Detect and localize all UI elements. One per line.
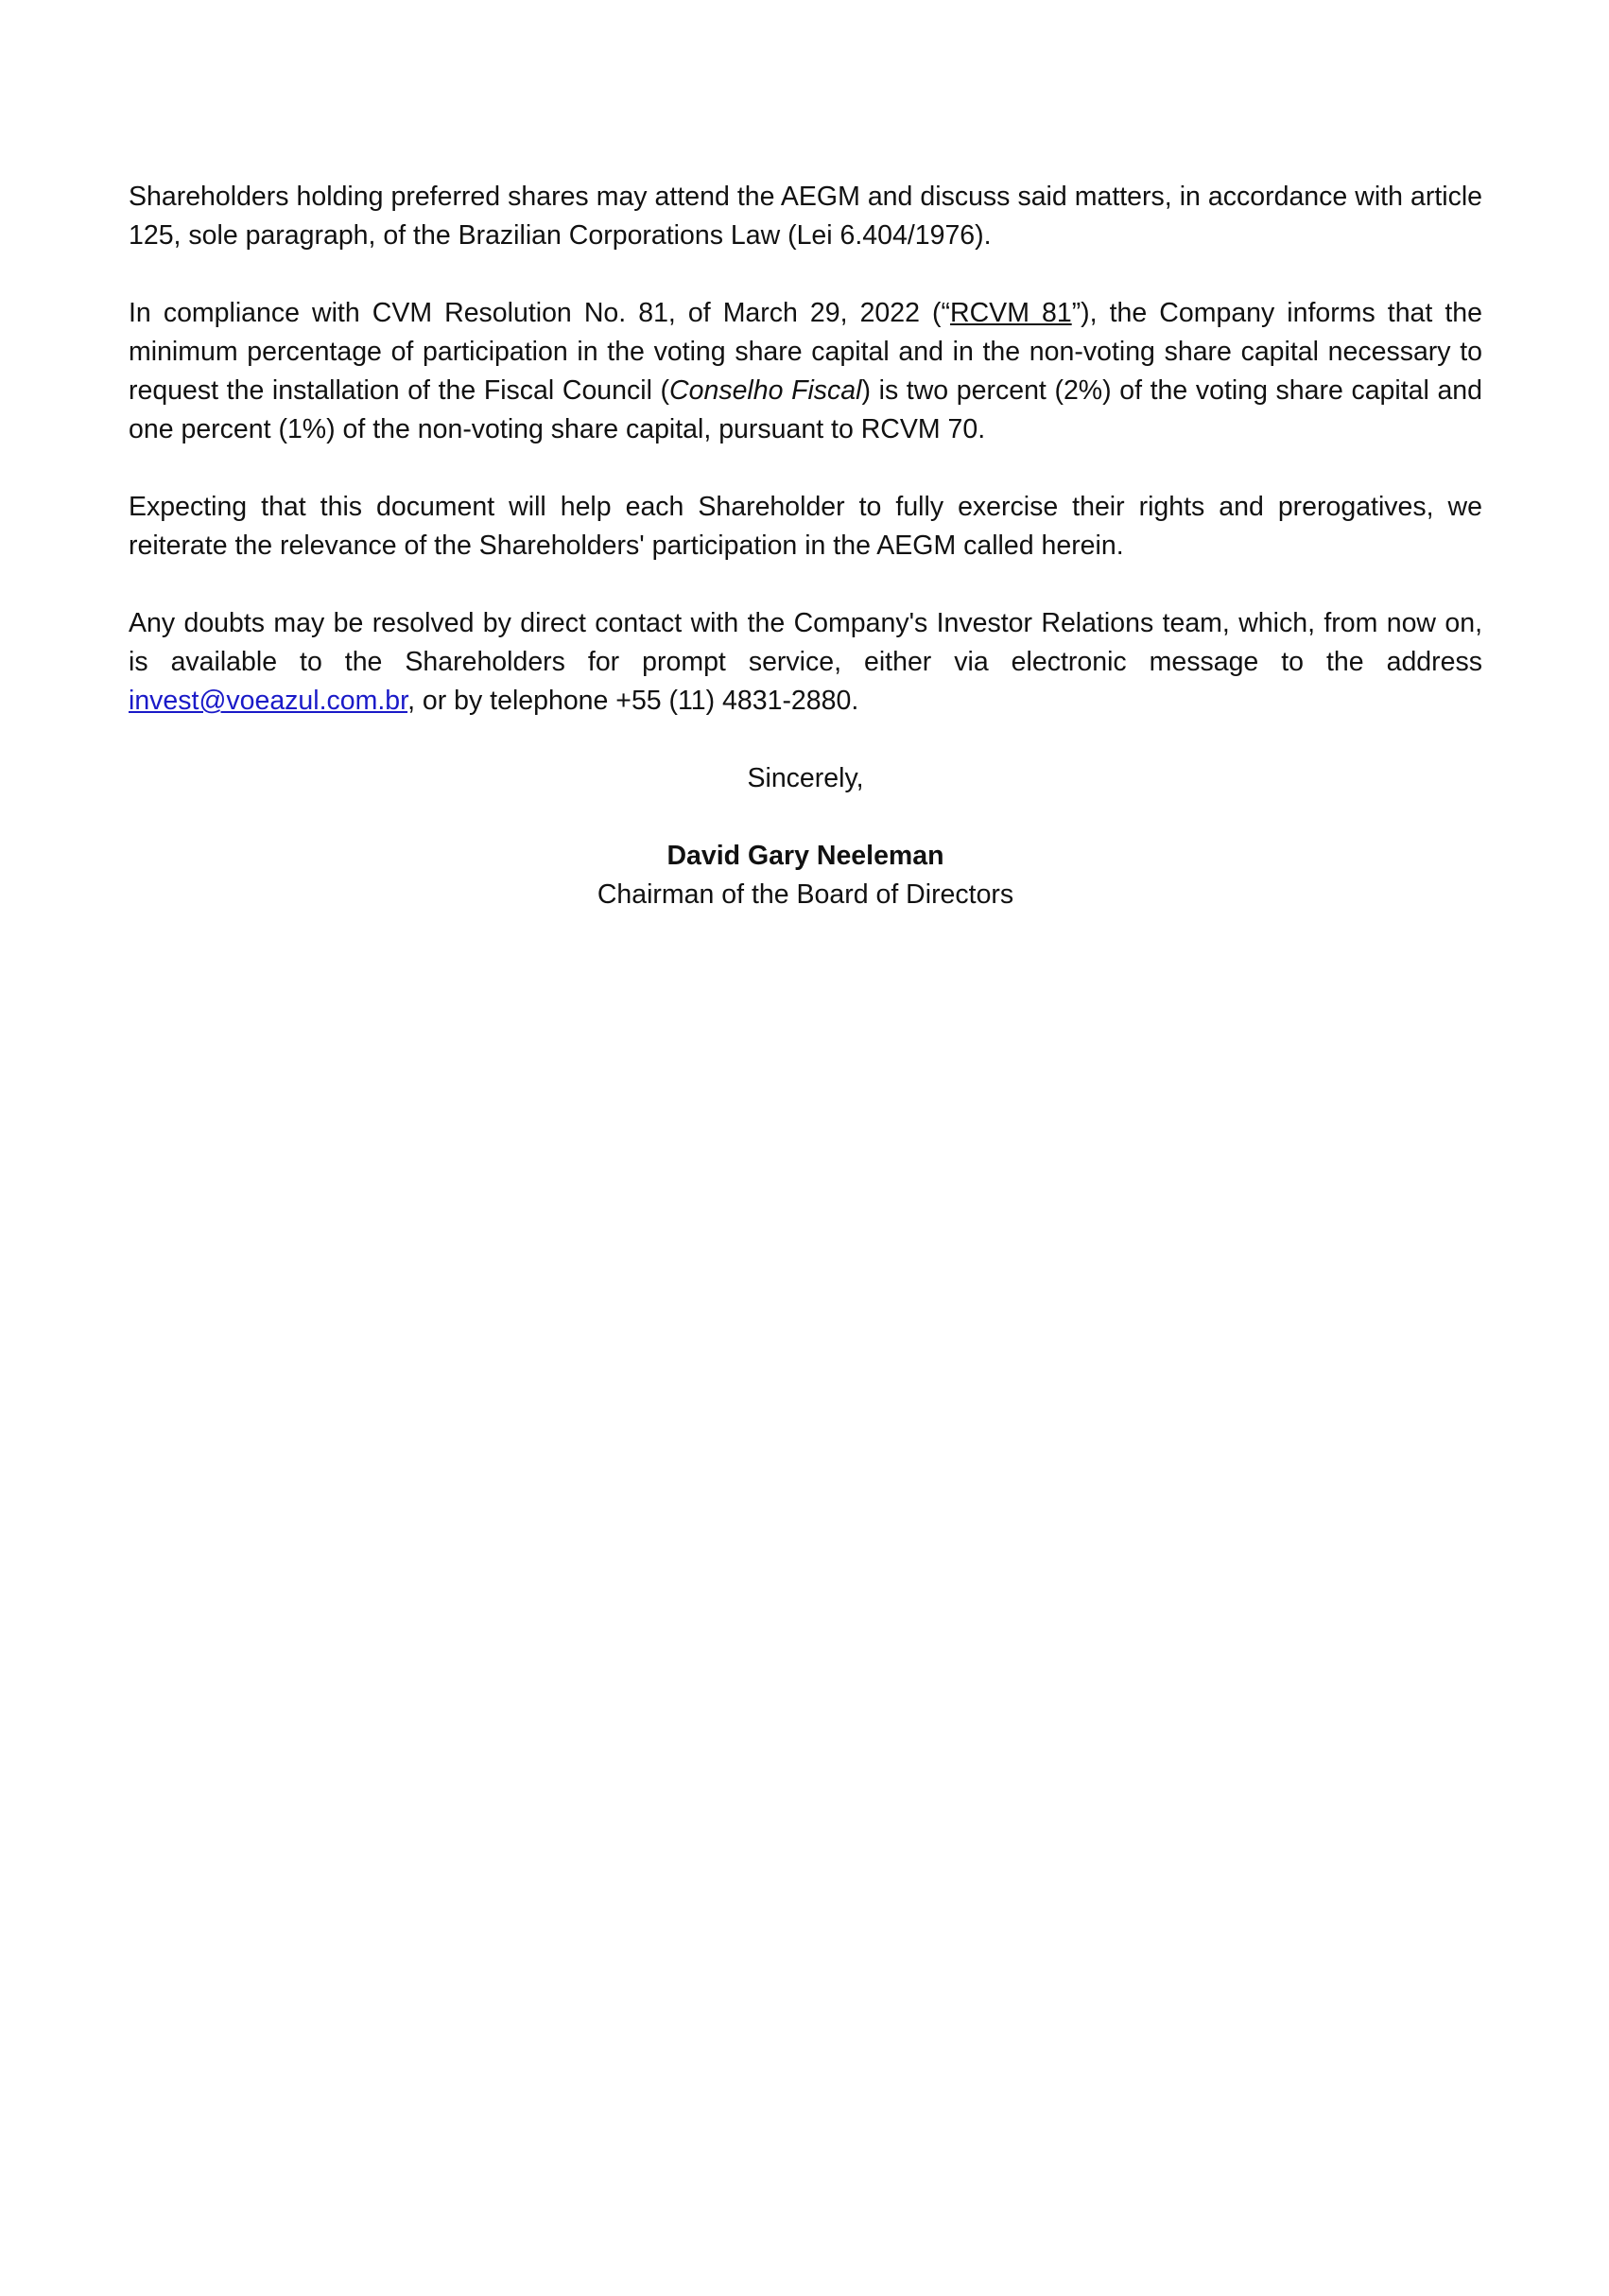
document-body (129, 178, 1482, 914)
paragraph-text: ) is two percent (2%) of the voting share capital and one percent (1%) of the non-voting share capital, pursuant to RCVM 70. (129, 375, 1482, 444)
paragraph-text: In compliance with CVM Resolution No. 81, of March 29, 2022 (“ (129, 298, 951, 328)
paragraph-contact (129, 604, 1482, 721)
signature-block (129, 837, 1482, 914)
paragraph-preferred-shares (129, 178, 1482, 255)
italic-term-conselho-fiscal: Conselho Fiscal (669, 375, 862, 406)
defined-term-rcvm81: RCVM 81 (950, 298, 1072, 328)
paragraph-text: Any doubts may be resolved by direct contact with the Company's Investor Relations team, which, from now on, is available to the Shareholders for prompt service, either via electronic message to the address (129, 608, 1482, 677)
signatory-title: Chairman of the Board of Directors (597, 879, 1014, 910)
signatory-name: David Gary Neeleman (666, 841, 944, 871)
paragraph-fiscal-council (129, 294, 1482, 449)
paragraph-text: Shareholders holding preferred shares may attend the AEGM and discuss said matters, in accordance with article 125, sole paragraph, of the Brazilian Corporations Law (Lei 6.404/1976). (129, 182, 1482, 251)
closing-salutation: Sincerely, (747, 763, 864, 793)
email-link[interactable]: invest@voeazul.com.br (129, 686, 408, 716)
paragraph-text: Expecting that this document will help each Shareholder to fully exercise their rights and prerogatives, we reiterate the relevance of the Shareholders' participation in the AEGM called herein. (129, 492, 1482, 561)
paragraph-text: , or by telephone +55 (11) 4831-2880. (407, 686, 859, 716)
paragraph-expecting (129, 488, 1482, 565)
paragraph-text: ”), the Company informs that the minimum percentage of participation in the voting share capital and in the non-voting share capital necessary to request the installation of the Fiscal Council ( (129, 298, 1482, 406)
